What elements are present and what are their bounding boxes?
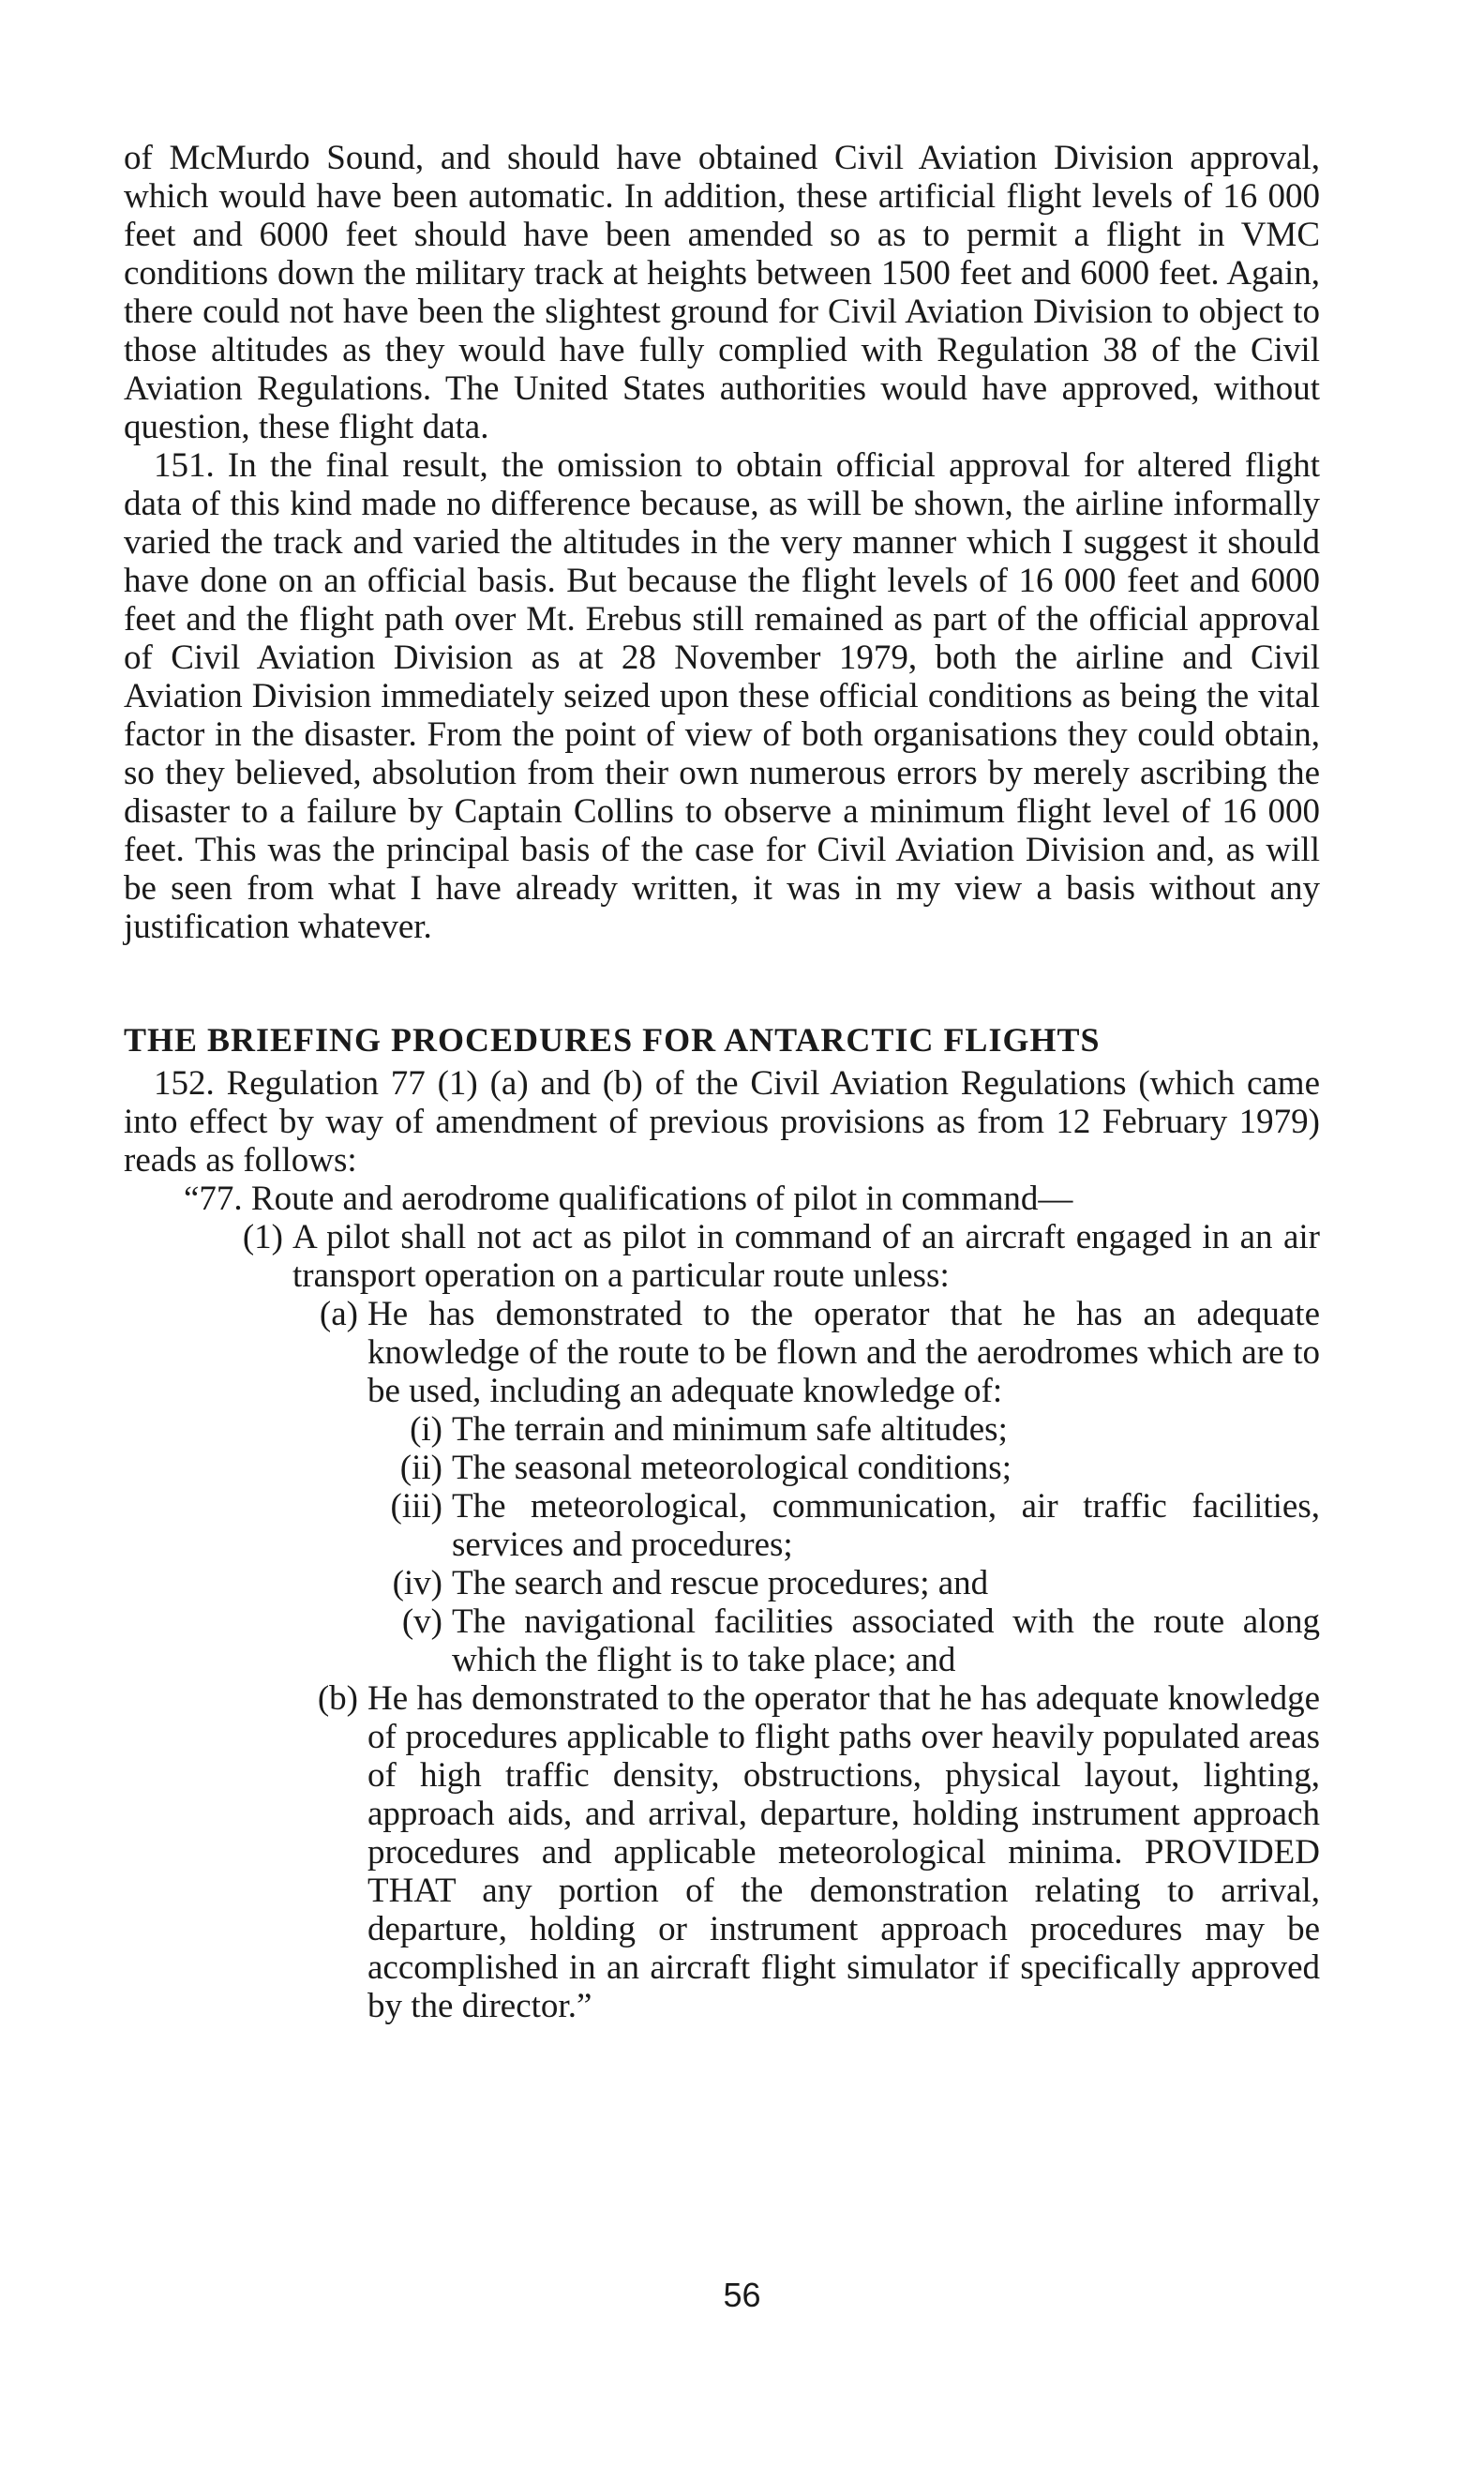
item-marker: (v) xyxy=(401,1602,442,1641)
quote-sub-item-iv xyxy=(358,1564,1320,1602)
quote-item-b xyxy=(283,1679,1320,2025)
item-text: The search and rescue procedures; and xyxy=(452,1564,989,1602)
item-marker: (b) xyxy=(317,1679,358,1718)
quote-sub-item-ii xyxy=(358,1449,1320,1487)
item-marker: (ii) xyxy=(399,1449,442,1487)
item-text: The terrain and minimum safe altitudes; xyxy=(452,1410,1008,1449)
item-text: A pilot shall not act as pilot in command of an aircraft engaged in an air transport operation on a particular route unless: xyxy=(292,1218,1320,1295)
item-marker: (iv) xyxy=(392,1564,442,1602)
item-text: He has demonstrated to the operator that he has adequate knowledge of procedures applicable to flight paths over heavily populated areas of high traffic density, obstructions, physical layout, lighting, approach aids, and arrival, departure, holding instrument approach procedures and applicable meteorological minima. PROVIDED THAT any portion of the demonstration relating to arrival, departure, holding or instrument approach procedures may be accomplished in an aircraft flight simulator if specifically approved by the director.” xyxy=(367,1679,1320,2025)
item-marker: (iii) xyxy=(390,1487,442,1526)
item-text: He has demonstrated to the operator that he has an adequate knowledge of the route to be flown and the aerodromes which are to be used, including an adequate knowledge of: xyxy=(367,1295,1320,1410)
paragraph-continuation: of McMurdo Sound, and should have obtained Civil Aviation Division approval, which would have been automatic. In addition, these artificial flight levels of 16 000 feet and 6000 feet should have been amended so as to permit a flight in VMC conditions down the military track at heights between 1500 feet and 6000 feet. Again, there could not have been the slightest ground for Civil Aviation Division to object to those altitudes as they would have fully complied with Regulation 38 of the Civil Aviation Regulations. The United States authorities would have approved, without question, these flight data. xyxy=(124,139,1320,446)
quote-sub-item-v xyxy=(358,1602,1320,1679)
quote-sub-item-i xyxy=(358,1410,1320,1449)
item-text: The navigational facilities associated with the route along which the flight is to take place; and xyxy=(452,1602,1320,1679)
item-marker: (i) xyxy=(410,1410,442,1449)
item-text: The seasonal meteorological conditions; xyxy=(452,1449,1012,1487)
paragraph-151: 151. In the final result, the omission to obtain official approval for altered flight data of this kind made no difference because, as will be shown, the airline informally varied the track and varied the altitudes in the very manner which I suggest it should have done on an official basis. But because the flight levels of 16 000 feet and 6000 feet and the flight path over Mt. Erebus still remained as part of the official approval of Civil Aviation Division as at 28 November 1979, both the airline and Civil Aviation Division immediately seized upon these official conditions as being the vital factor in the disaster. From the point of view of both organisations they could obtain, so they believed, absolution from their own numerous errors by merely ascribing the disaster to a failure by Captain Collins to observe a minimum flight level of 16 000 feet. This was the principal basis of the case for Civil Aviation Division and, as will be seen from what I have already written, it was in my view a basis without any justification whatever. xyxy=(124,446,1320,946)
item-marker: (1) xyxy=(242,1218,283,1256)
quote-title: “77. Route and aerodrome qualifications of pilot in command— xyxy=(184,1180,1073,1218)
quote-subsection-1 xyxy=(234,1218,1320,1295)
document-page xyxy=(124,139,1320,2025)
quote-item-a xyxy=(283,1295,1320,1410)
item-marker: (a) xyxy=(319,1295,358,1333)
page-number: 56 xyxy=(723,2276,761,2314)
section-heading: THE BRIEFING PROCEDURES FOR ANTARCTIC FLIGHTS xyxy=(124,1021,1101,1059)
quote-sub-item-iii xyxy=(358,1487,1320,1564)
item-text: The meteorological, communication, air traffic facilities, services and procedures; xyxy=(452,1487,1320,1564)
paragraph-152: 152. Regulation 77 (1) (a) and (b) of the Civil Aviation Regulations (which came into effect by way of amendment of previous provisions as from 12 February 1979) reads as follows: xyxy=(124,1064,1320,1180)
